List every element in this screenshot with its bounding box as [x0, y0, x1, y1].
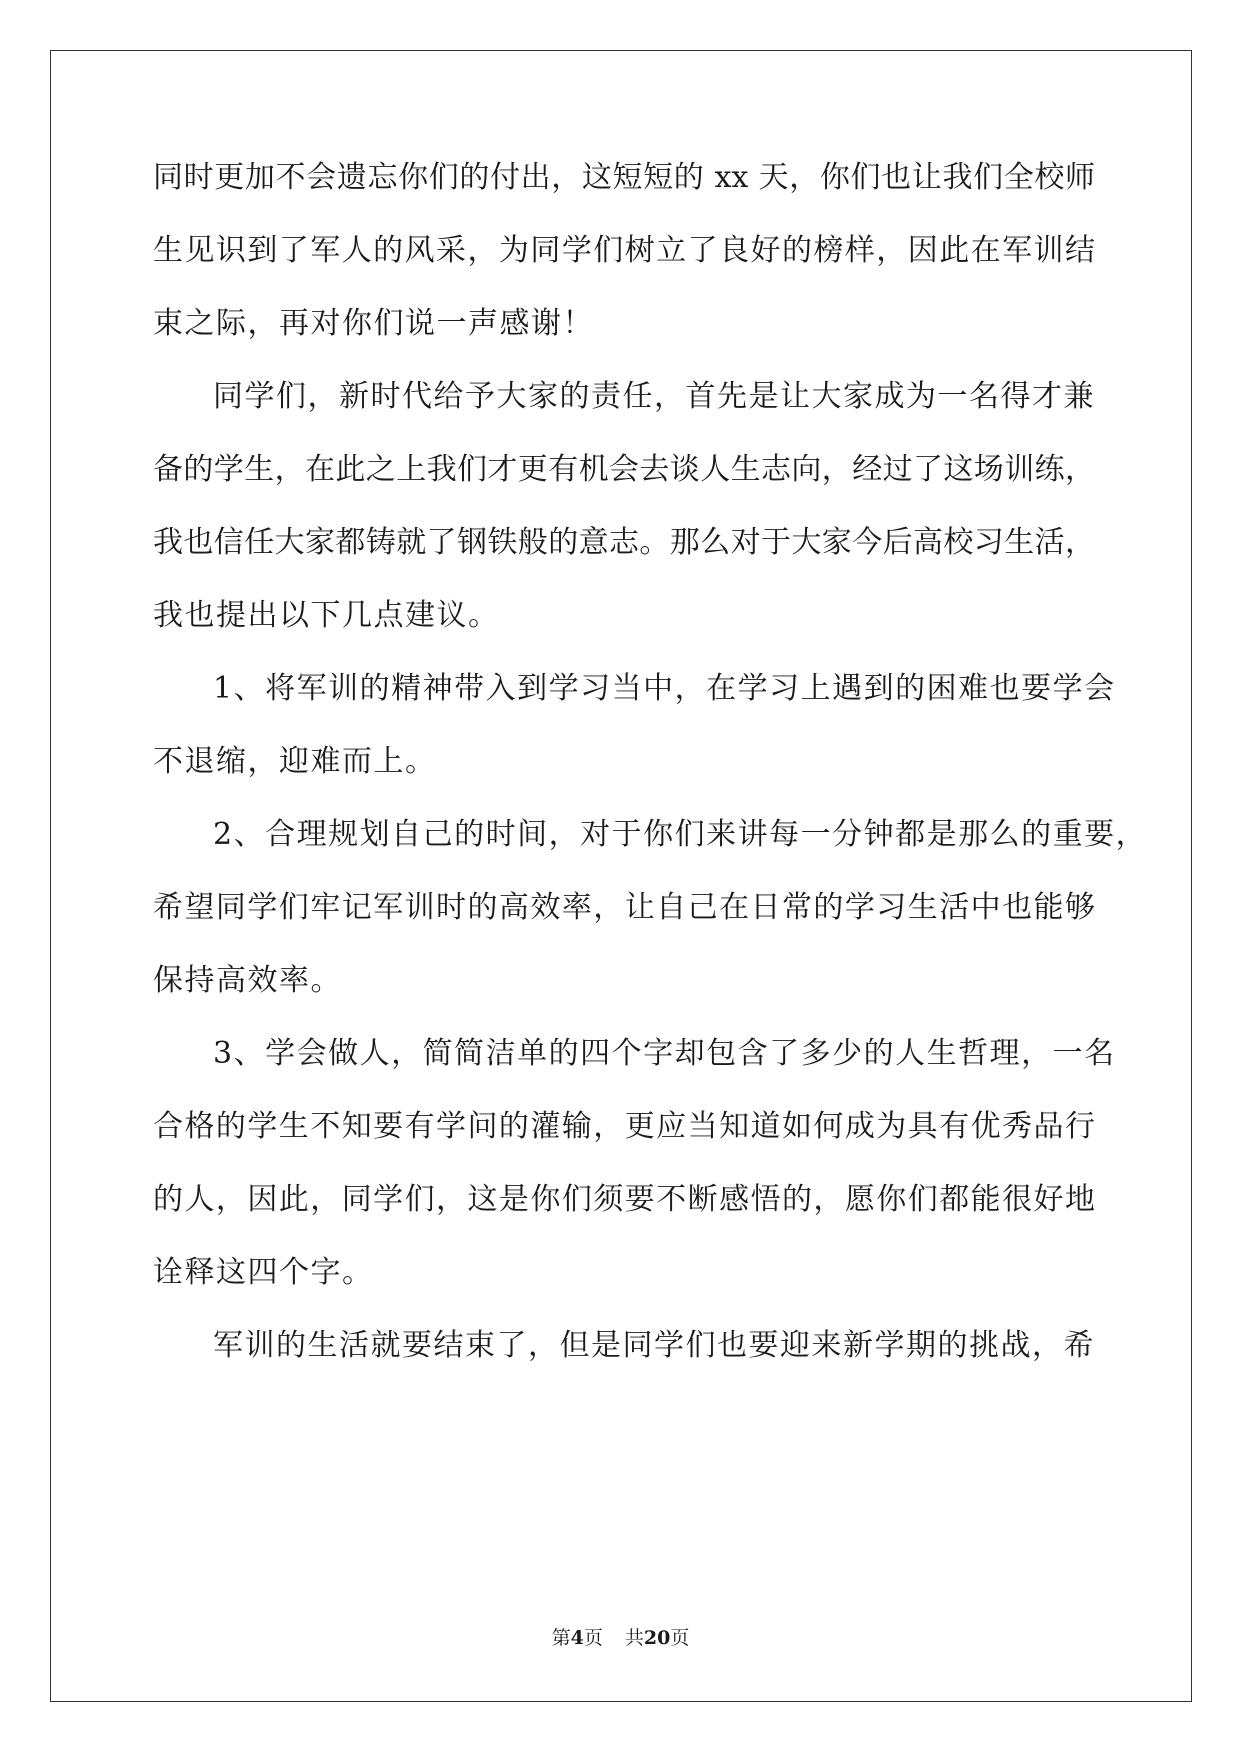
current-page: 4 — [570, 1627, 584, 1649]
page-prefix: 第 — [551, 1627, 571, 1649]
page-total — [625, 1627, 689, 1649]
page-footer — [0, 1626, 1241, 1650]
paragraph-first-line: 同学们，新时代给予大家的责任，首先是让大家成为一名得才兼 — [213, 379, 1095, 414]
text-line: 不退缩，迎难而上。 — [153, 744, 437, 779]
text-line: 我也提出以下几点建议。 — [153, 598, 500, 633]
paragraph-first-line: 军训的生活就要结束了，但是同学们也要迎来新学期的挑战，希 — [213, 1328, 1095, 1363]
list-item-2-first-line: 2、合理规划自己的时间，对于你们来讲每一分钟都是那么的重要， — [213, 817, 1148, 852]
text-line: 合格的学生不知要有学问的灌输，更应当知道如何成为具有优秀品行 — [153, 1109, 1095, 1144]
text-line: 诠释这四个字。 — [153, 1255, 374, 1290]
total-pages: 20 — [643, 1627, 671, 1649]
text-line: 备的学生，在此之上我们才更有机会去谈人生志向，经过了这场训练， — [153, 452, 1095, 487]
total-suffix: 页 — [670, 1627, 690, 1649]
text-line: 我也信任大家都铸就了钢铁般的意志。那么对于大家今后高校习生活， — [153, 525, 1095, 560]
list-item-1-first-line: 1、将军训的精神带入到学习当中，在学习上遇到的困难也要学会 — [213, 671, 1116, 706]
list-item-3-first-line: 3、学会做人，简简洁单的四个字却包含了多少的人生哲理，一名 — [213, 1036, 1116, 1071]
page-frame — [50, 50, 1192, 1702]
text-line: 保持高效率。 — [153, 963, 342, 998]
page-number — [552, 1627, 603, 1649]
text-line: 生见识到了军人的风采，为同学们树立了良好的榜样，因此在军训结 — [153, 233, 1095, 268]
text-line: 希望同学们牢记军训时的高效率，让自己在日常的学习生活中也能够 — [153, 890, 1095, 925]
page-suffix: 页 — [583, 1627, 603, 1649]
text-line: 的人，因此，同学们，这是你们须要不断感悟的，愿你们都能很好地 — [153, 1182, 1095, 1217]
text-line: 束之际，再对你们说一声感谢！ — [153, 306, 594, 341]
total-prefix: 共 — [624, 1627, 644, 1649]
text-line: 同时更加不会遗忘你们的付出，这短短的 xx 天，你们也让我们全校师 — [153, 160, 1095, 195]
